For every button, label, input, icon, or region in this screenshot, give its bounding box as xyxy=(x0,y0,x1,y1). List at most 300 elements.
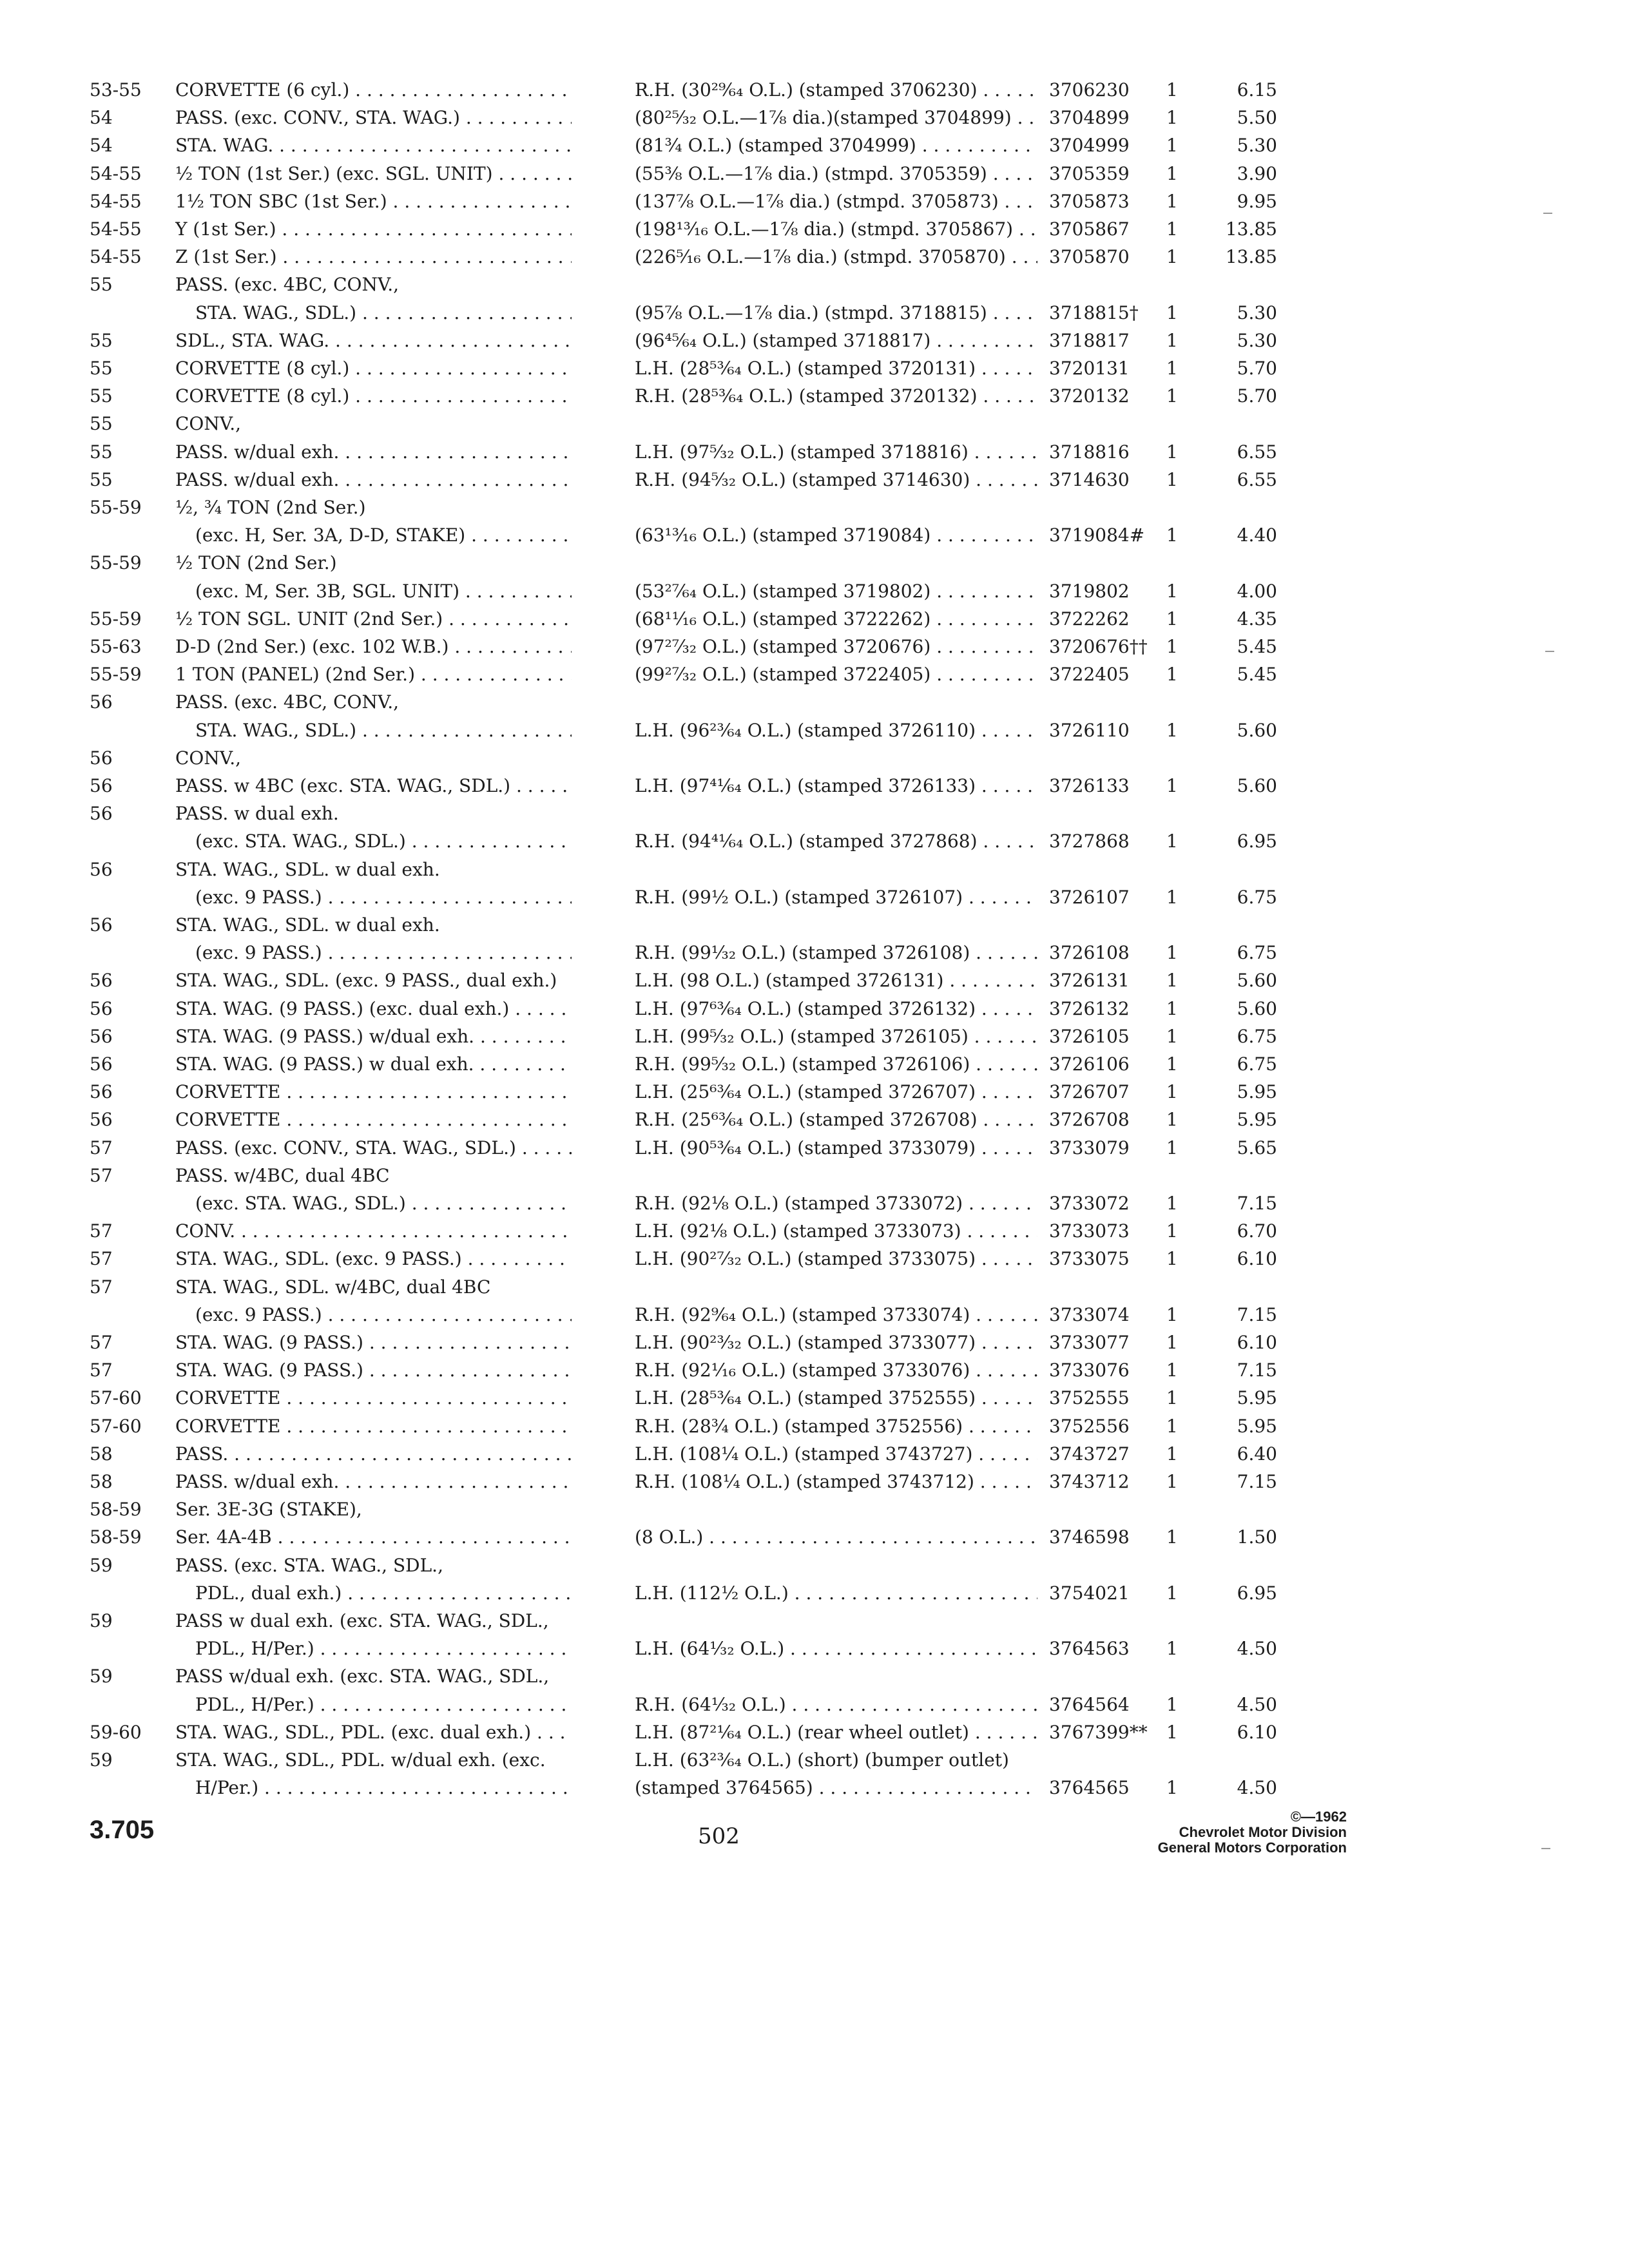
model-description: PASS. w/dual exh. . . . xyxy=(175,438,572,466)
year-range: 56 xyxy=(90,775,113,796)
price: 5.30 xyxy=(1237,329,1277,351)
model-description: STA. WAG., SDL., PDL. (exc. dual exh.) . . . xyxy=(175,1718,572,1747)
year-range: 57-60 xyxy=(90,1387,142,1409)
pipe-description: (96⁴⁵⁄₆₄ O.L.) (stamped 3718817) . . . xyxy=(635,327,1037,355)
quantity: 1 xyxy=(1166,1025,1178,1047)
model-description: STA. WAG., SDL. (exc. 9 PASS., dual exh.) xyxy=(175,970,557,992)
price: 5.60 xyxy=(1237,997,1277,1019)
price: 1.50 xyxy=(1237,1526,1277,1548)
scan-speck xyxy=(1543,213,1552,214)
pipe-description: R.H. (92¹⁄₁₆ O.L.) (stamped 3733076) . . . xyxy=(635,1356,1037,1385)
year-range: 58-59 xyxy=(90,1499,142,1521)
year-range: 55-59 xyxy=(90,552,142,574)
pipe-description: L.H. (25⁶³⁄₆₄ O.L.) (stamped 3726707) . . . xyxy=(635,1078,1037,1106)
copyright-line: ©—1962 xyxy=(1290,1809,1347,1825)
quantity: 1 xyxy=(1166,1638,1178,1660)
quantity: 1 xyxy=(1166,580,1178,602)
part-number: 3718815† xyxy=(1049,302,1139,323)
model-description: PASS. (exc. CONV., STA. WAG., SDL.) . . . xyxy=(175,1134,572,1162)
table-row xyxy=(0,327,1629,355)
pipe-description: R.H. (99¹⁄₃₂ O.L.) (stamped 3726108) . . . xyxy=(635,939,1037,967)
price: 5.65 xyxy=(1237,1137,1277,1158)
model-description: STA. WAG. (9 PASS.) . . . xyxy=(175,1356,572,1385)
price: 6.40 xyxy=(1237,1443,1277,1465)
table-row xyxy=(0,577,1629,606)
model-description: PDL., H/Per.) . . . xyxy=(195,1635,572,1663)
price: 5.50 xyxy=(1237,107,1277,129)
model-description: (exc. STA. WAG., SDL.) . . . xyxy=(195,827,572,856)
model-description: Y (1st Ser.) . . . xyxy=(175,215,572,244)
quantity: 1 xyxy=(1166,719,1178,741)
model-description: STA. WAG. (9 PASS.) (exc. dual exh.) . . . xyxy=(175,995,572,1023)
part-number: 3733073 xyxy=(1049,1220,1130,1242)
price: 5.95 xyxy=(1237,1109,1277,1131)
table-row xyxy=(0,827,1629,856)
price: 5.60 xyxy=(1237,775,1277,796)
price: 5.30 xyxy=(1237,135,1277,157)
table-row xyxy=(0,1301,1629,1329)
pipe-description: (63¹³⁄₁₆ O.L.) (stamped 3719084) . . . xyxy=(635,521,1037,550)
part-number: 3720676†† xyxy=(1049,636,1148,657)
pipe-description: R.H. (99½ O.L.) (stamped 3726107) . . . xyxy=(635,883,1037,912)
year-range: 59 xyxy=(90,1554,113,1576)
table-row xyxy=(0,1189,1629,1218)
part-number: 3764565 xyxy=(1049,1777,1130,1799)
price: 13.85 xyxy=(1225,246,1277,268)
part-number: 3726107 xyxy=(1049,886,1130,908)
year-range: 56 xyxy=(90,858,113,880)
year-range: 55-59 xyxy=(90,664,142,686)
quantity: 1 xyxy=(1166,997,1178,1019)
table-row xyxy=(0,131,1629,160)
model-description: STA. WAG. (9 PASS.) w dual exh. . . . xyxy=(175,1050,572,1079)
model-description: PASS. w 4BC (exc. STA. WAG., SDL.) . . . xyxy=(175,772,572,800)
price: 4.00 xyxy=(1237,580,1277,602)
year-range: 56 xyxy=(90,970,113,992)
table-row xyxy=(0,466,1629,494)
table-row xyxy=(0,800,1629,828)
model-description: (exc. STA. WAG., SDL.) . . . xyxy=(195,1189,572,1218)
year-range: 54 xyxy=(90,107,113,129)
price: 3.90 xyxy=(1237,162,1277,184)
quantity: 1 xyxy=(1166,1415,1178,1437)
pipe-description: (198¹³⁄₁₆ O.L.—1⅞ dia.) (stmpd. 3705867) . . . xyxy=(635,215,1037,244)
year-range: 53-55 xyxy=(90,79,142,101)
model-description: STA. WAG., SDL.) . . . xyxy=(195,716,572,745)
quantity: 1 xyxy=(1166,1332,1178,1353)
year-range: 56 xyxy=(90,747,113,769)
model-description: STA. WAG., SDL. w dual exh. xyxy=(175,858,440,880)
part-number: 3733077 xyxy=(1049,1332,1130,1353)
footer-credits xyxy=(1063,1809,1347,1856)
model-description: D-D (2nd Ser.) (exc. 102 W.B.) . . . xyxy=(175,633,572,661)
part-number: 3726106 xyxy=(1049,1053,1130,1075)
quantity: 1 xyxy=(1166,162,1178,184)
quantity: 1 xyxy=(1166,831,1178,852)
pipe-description: (95⅞ O.L.—1⅞ dia.) (stmpd. 3718815) . . . xyxy=(635,299,1037,327)
price: 6.75 xyxy=(1237,1025,1277,1047)
quantity: 1 xyxy=(1166,775,1178,796)
part-number: 3726133 xyxy=(1049,775,1130,796)
price: 6.10 xyxy=(1237,1721,1277,1743)
table-row xyxy=(0,1273,1629,1302)
table-row xyxy=(0,883,1629,912)
table-row xyxy=(0,1635,1629,1663)
pipe-description: L.H. (98 O.L.) (stamped 3726131) . . . xyxy=(635,966,1037,995)
table-row xyxy=(0,521,1629,550)
part-number: 3719802 xyxy=(1049,580,1130,602)
table-row xyxy=(0,215,1629,244)
model-description: 1½ TON SBC (1st Ser.) . . . xyxy=(175,187,572,216)
part-number: 3726132 xyxy=(1049,997,1130,1019)
pipe-description: L.H. (112½ O.L.) . . . xyxy=(635,1579,1037,1608)
model-description: PDL., H/Per.) . . . xyxy=(195,1691,572,1719)
table-row xyxy=(0,1384,1629,1412)
quantity: 1 xyxy=(1166,1109,1178,1131)
part-number: 3754021 xyxy=(1049,1582,1130,1604)
pipe-description: R.H. (94⁴¹⁄₆₄ O.L.) (stamped 3727868) . . . xyxy=(635,827,1037,856)
quantity: 1 xyxy=(1166,942,1178,964)
quantity: 1 xyxy=(1166,524,1178,546)
part-number: 3705359 xyxy=(1049,162,1130,184)
part-number: 3722405 xyxy=(1049,664,1130,686)
quantity: 1 xyxy=(1166,246,1178,268)
table-row xyxy=(0,160,1629,188)
table-row xyxy=(0,1023,1629,1051)
quantity: 1 xyxy=(1166,664,1178,686)
table-row xyxy=(0,1607,1629,1635)
price: 5.45 xyxy=(1237,664,1277,686)
model-description: ½ TON SGL. UNIT (2nd Ser.) . . . xyxy=(175,605,572,633)
part-number: 3720131 xyxy=(1049,358,1130,379)
table-row xyxy=(0,382,1629,410)
table-row xyxy=(0,1523,1629,1552)
model-description: (exc. 9 PASS.) . . . xyxy=(195,939,572,967)
year-range: 56 xyxy=(90,1081,113,1103)
price: 5.60 xyxy=(1237,719,1277,741)
price: 7.15 xyxy=(1237,1360,1277,1381)
year-range: 56 xyxy=(90,997,113,1019)
model-description: Ser. 3E-3G (STAKE), xyxy=(175,1499,362,1521)
year-range: 59 xyxy=(90,1666,113,1687)
price: 5.70 xyxy=(1237,385,1277,407)
table-row xyxy=(0,1106,1629,1134)
pipe-description: (81¾ O.L.) (stamped 3704999) . . . xyxy=(635,131,1037,160)
price: 5.60 xyxy=(1237,970,1277,992)
model-description: CORVETTE (6 cyl.) . . . xyxy=(175,76,572,104)
table-row xyxy=(0,1662,1629,1691)
price: 5.95 xyxy=(1237,1387,1277,1409)
model-description: (exc. M, Ser. 3B, SGL. UNIT) . . . xyxy=(195,577,572,606)
year-range: 58 xyxy=(90,1443,113,1465)
model-description: PASS. w/4BC, dual 4BC xyxy=(175,1164,390,1186)
year-range: 55-63 xyxy=(90,636,142,657)
price: 6.15 xyxy=(1237,79,1277,101)
quantity: 1 xyxy=(1166,1193,1178,1214)
pipe-description: L.H. (90²⁷⁄₃₂ O.L.) (stamped 3733075) . . . xyxy=(635,1245,1037,1273)
quantity: 1 xyxy=(1166,1471,1178,1492)
table-row xyxy=(0,1050,1629,1079)
year-range: 59 xyxy=(90,1610,113,1631)
price: 5.30 xyxy=(1237,302,1277,323)
model-description: PASS. w/dual exh. . . . xyxy=(175,466,572,494)
pipe-description: (137⅞ O.L.—1⅞ dia.) (stmpd. 3705873) . . . xyxy=(635,187,1037,216)
pipe-description: R.H. (99⁵⁄₃₂ O.L.) (stamped 3726106) . . . xyxy=(635,1050,1037,1079)
model-description: PASS w dual exh. (exc. STA. WAG., SDL., xyxy=(175,1610,549,1631)
year-range: 56 xyxy=(90,914,113,936)
model-description: STA. WAG. . . . xyxy=(175,131,572,160)
quantity: 1 xyxy=(1166,1387,1178,1409)
pipe-description: R.H. (30²⁹⁄₆₄ O.L.) (stamped 3706230) . . . xyxy=(635,76,1037,104)
table-row xyxy=(0,1162,1629,1190)
quantity: 1 xyxy=(1166,135,1178,157)
table-row xyxy=(0,1746,1629,1774)
table-row xyxy=(0,605,1629,633)
model-description: PASS. w/dual exh. . . . xyxy=(175,1468,572,1496)
part-number: 3727868 xyxy=(1049,831,1130,852)
part-number: 3705867 xyxy=(1049,218,1130,240)
pipe-description: L.H. (99⁵⁄₃₂ O.L.) (stamped 3726105) . . . xyxy=(635,1023,1037,1051)
year-range: 55 xyxy=(90,385,113,407)
model-description: PASS. . . . xyxy=(175,1440,572,1468)
price: 4.50 xyxy=(1237,1777,1277,1799)
quantity: 1 xyxy=(1166,1582,1178,1604)
pipe-description: L.H. (97⁶³⁄₆₄ O.L.) (stamped 3726132) . . . xyxy=(635,995,1037,1023)
part-number: 3720132 xyxy=(1049,385,1130,407)
pipe-description: (stamped 3764565) . . . xyxy=(635,1774,1037,1802)
part-number: 3733079 xyxy=(1049,1137,1130,1158)
quantity: 1 xyxy=(1166,608,1178,629)
price: 13.85 xyxy=(1225,218,1277,240)
year-range: 57 xyxy=(90,1360,113,1381)
year-range: 59 xyxy=(90,1749,113,1771)
part-number: 3743712 xyxy=(1049,1471,1130,1492)
part-number: 3706230 xyxy=(1049,79,1130,101)
table-row xyxy=(0,1356,1629,1385)
price: 6.95 xyxy=(1237,1582,1277,1604)
price: 4.50 xyxy=(1237,1693,1277,1715)
model-description: CONV. . . . xyxy=(175,1217,572,1245)
year-range: 57 xyxy=(90,1248,113,1270)
year-range: 55 xyxy=(90,468,113,490)
price: 9.95 xyxy=(1237,190,1277,212)
pipe-description: L.H. (64¹⁄₃₂ O.L.) . . . xyxy=(635,1635,1037,1663)
pipe-description: R.H. (28¾ O.L.) (stamped 3752556) . . . xyxy=(635,1412,1037,1441)
model-description: STA. WAG., SDL., PDL. w/dual exh. (exc. xyxy=(175,1749,546,1771)
year-range: 57 xyxy=(90,1276,113,1298)
year-range: 55 xyxy=(90,413,113,435)
scan-speck xyxy=(1545,651,1554,652)
model-description: CORVETTE . . . xyxy=(175,1412,572,1441)
price: 6.55 xyxy=(1237,441,1277,463)
model-description: CONV., xyxy=(175,747,242,769)
pipe-description: (53²⁷⁄₆₄ O.L.) (stamped 3719802) . . . xyxy=(635,577,1037,606)
pipe-description: (80²⁵⁄₃₂ O.L.—1⅞ dia.)(stamped 3704899) . . . xyxy=(635,104,1037,132)
quantity: 1 xyxy=(1166,886,1178,908)
price: 5.95 xyxy=(1237,1415,1277,1437)
page-number: 502 xyxy=(698,1823,740,1849)
pipe-description: R.H. (108¼ O.L.) (stamped 3743712) . . . xyxy=(635,1468,1037,1496)
table-row xyxy=(0,1495,1629,1524)
part-number: 3704999 xyxy=(1049,135,1130,157)
model-description: 1 TON (PANEL) (2nd Ser.) . . . xyxy=(175,660,572,689)
pipe-description: L.H. (28⁵³⁄₆₄ O.L.) (stamped 3752555) . . . xyxy=(635,1384,1037,1412)
price: 4.40 xyxy=(1237,524,1277,546)
quantity: 1 xyxy=(1166,1777,1178,1799)
table-row xyxy=(0,1329,1629,1357)
table-row xyxy=(0,410,1629,438)
quantity: 1 xyxy=(1166,1220,1178,1242)
model-description: Ser. 4A-4B . . . xyxy=(175,1523,572,1552)
part-number: 3726105 xyxy=(1049,1025,1130,1047)
pipe-description: L.H. (96²³⁄₆₄ O.L.) (stamped 3726110) . . . xyxy=(635,716,1037,745)
model-description: STA. WAG. (9 PASS.) w/dual exh. . . . xyxy=(175,1023,572,1051)
part-number: 3726108 xyxy=(1049,942,1130,964)
model-description: (exc. 9 PASS.) . . . xyxy=(195,1301,572,1329)
price: 7.15 xyxy=(1237,1193,1277,1214)
corporation-line: General Motors Corporation xyxy=(1157,1840,1347,1856)
table-row xyxy=(0,856,1629,884)
table-row xyxy=(0,1552,1629,1580)
pipe-description: R.H. (92⅛ O.L.) (stamped 3733072) . . . xyxy=(635,1189,1037,1218)
pipe-description: L.H. (63²³⁄₆₄ O.L.) (short) (bumper outlet) xyxy=(635,1749,1009,1771)
quantity: 1 xyxy=(1166,468,1178,490)
quantity: 1 xyxy=(1166,1526,1178,1548)
pipe-description: R.H. (25⁶³⁄₆₄ O.L.) (stamped 3726708) . . . xyxy=(635,1106,1037,1134)
pipe-description: R.H. (64¹⁄₃₂ O.L.) . . . xyxy=(635,1691,1037,1719)
year-range: 55 xyxy=(90,358,113,379)
table-row xyxy=(0,1691,1629,1719)
pipe-description: R.H. (94⁵⁄₃₂ O.L.) (stamped 3714630) . . . xyxy=(635,466,1037,494)
quantity: 1 xyxy=(1166,1053,1178,1075)
quantity: 1 xyxy=(1166,79,1178,101)
year-range: 55 xyxy=(90,329,113,351)
quantity: 1 xyxy=(1166,385,1178,407)
quantity: 1 xyxy=(1166,107,1178,129)
pipe-description: (99²⁷⁄₃₂ O.L.) (stamped 3722405) . . . xyxy=(635,660,1037,689)
quantity: 1 xyxy=(1166,329,1178,351)
pipe-description: (55⅜ O.L.—1⅞ dia.) (stmpd. 3705359) . . . xyxy=(635,160,1037,188)
quantity: 1 xyxy=(1166,302,1178,323)
year-range: 56 xyxy=(90,691,113,713)
quantity: 1 xyxy=(1166,1248,1178,1270)
table-row xyxy=(0,299,1629,327)
pipe-description: L.H. (90²³⁄₃₂ O.L.) (stamped 3733077) . . . xyxy=(635,1329,1037,1357)
year-range: 56 xyxy=(90,803,113,825)
pipe-description: (226⁵⁄₁₆ O.L.—1⅞ dia.) (stmpd. 3705870) . . . xyxy=(635,243,1037,271)
year-range: 55 xyxy=(90,441,113,463)
part-number: 3764564 xyxy=(1049,1693,1130,1715)
year-range: 57 xyxy=(90,1137,113,1158)
table-row xyxy=(0,1078,1629,1106)
table-row xyxy=(0,744,1629,773)
year-range: 58-59 xyxy=(90,1526,142,1548)
table-row xyxy=(0,438,1629,466)
part-number: 3726131 xyxy=(1049,970,1130,992)
price: 6.75 xyxy=(1237,942,1277,964)
model-description: STA. WAG., SDL. w dual exh. xyxy=(175,914,440,936)
part-number: 3705873 xyxy=(1049,190,1130,212)
table-row xyxy=(0,1217,1629,1245)
model-description: (exc. 9 PASS.) . . . xyxy=(195,883,572,912)
table-row xyxy=(0,633,1629,661)
model-description: (exc. H, Ser. 3A, D-D, STAKE) . . . xyxy=(195,521,572,550)
part-number: 3722262 xyxy=(1049,608,1130,629)
part-number: 3718817 xyxy=(1049,329,1130,351)
part-number: 3726110 xyxy=(1049,719,1130,741)
price: 6.95 xyxy=(1237,831,1277,852)
quantity: 1 xyxy=(1166,358,1178,379)
price: 5.45 xyxy=(1237,636,1277,657)
model-description: STA. WAG., SDL. (exc. 9 PASS.) . . . xyxy=(175,1245,572,1273)
model-description: PASS w/dual exh. (exc. STA. WAG., SDL., xyxy=(175,1666,550,1687)
part-number: 3746598 xyxy=(1049,1526,1130,1548)
model-description: PASS. (exc. CONV., STA. WAG.) . . . xyxy=(175,104,572,132)
table-row xyxy=(0,995,1629,1023)
table-row xyxy=(0,76,1629,104)
part-number: 3726707 xyxy=(1049,1081,1130,1103)
table-row xyxy=(0,271,1629,299)
table-row xyxy=(0,104,1629,132)
table-row xyxy=(0,772,1629,800)
model-description: CORVETTE . . . xyxy=(175,1078,572,1106)
part-number: 3733075 xyxy=(1049,1248,1130,1270)
model-description: CORVETTE (8 cyl.) . . . xyxy=(175,354,572,383)
quantity: 1 xyxy=(1166,1303,1178,1325)
model-description: STA. WAG. (9 PASS.) . . . xyxy=(175,1329,572,1357)
year-range: 57 xyxy=(90,1220,113,1242)
table-row xyxy=(0,1718,1629,1747)
model-description: CORVETTE (8 cyl.) . . . xyxy=(175,382,572,410)
year-range: 55-59 xyxy=(90,608,142,629)
table-row xyxy=(0,187,1629,216)
quantity: 1 xyxy=(1166,218,1178,240)
table-row xyxy=(0,1774,1629,1802)
quantity: 1 xyxy=(1166,1443,1178,1465)
quantity: 1 xyxy=(1166,1693,1178,1715)
part-number: 3752556 xyxy=(1049,1415,1130,1437)
quantity: 1 xyxy=(1166,190,1178,212)
year-range: 57-60 xyxy=(90,1415,142,1437)
table-row xyxy=(0,1134,1629,1162)
price: 6.75 xyxy=(1237,886,1277,908)
year-range: 57 xyxy=(90,1332,113,1353)
part-number: 3726708 xyxy=(1049,1109,1130,1131)
model-description: ½ TON (2nd Ser.) xyxy=(175,552,337,574)
part-number: 3752555 xyxy=(1049,1387,1130,1409)
pipe-description: L.H. (28⁵³⁄₆₄ O.L.) (stamped 3720131) . . . xyxy=(635,354,1037,383)
part-number: 3733076 xyxy=(1049,1360,1130,1381)
part-number: 3705870 xyxy=(1049,246,1130,268)
model-description: PASS. w dual exh. xyxy=(175,803,339,825)
model-description: CONV., xyxy=(175,413,242,435)
part-number: 3767399** xyxy=(1049,1721,1148,1743)
quantity: 1 xyxy=(1166,636,1178,657)
scan-speck xyxy=(1541,1848,1550,1849)
price: 5.70 xyxy=(1237,358,1277,379)
price: 6.55 xyxy=(1237,468,1277,490)
quantity: 1 xyxy=(1166,1081,1178,1103)
model-description: ½ TON (1st Ser.) (exc. SGL. UNIT) . . . xyxy=(175,160,572,188)
model-description: PDL., dual exh.) . . . xyxy=(195,1579,572,1608)
table-row xyxy=(0,1412,1629,1441)
year-range: 54-55 xyxy=(90,162,142,184)
year-range: 56 xyxy=(90,1053,113,1075)
quantity: 1 xyxy=(1166,1360,1178,1381)
table-row xyxy=(0,966,1629,995)
model-description: Z (1st Ser.) . . . xyxy=(175,243,572,271)
quantity: 1 xyxy=(1166,1137,1178,1158)
